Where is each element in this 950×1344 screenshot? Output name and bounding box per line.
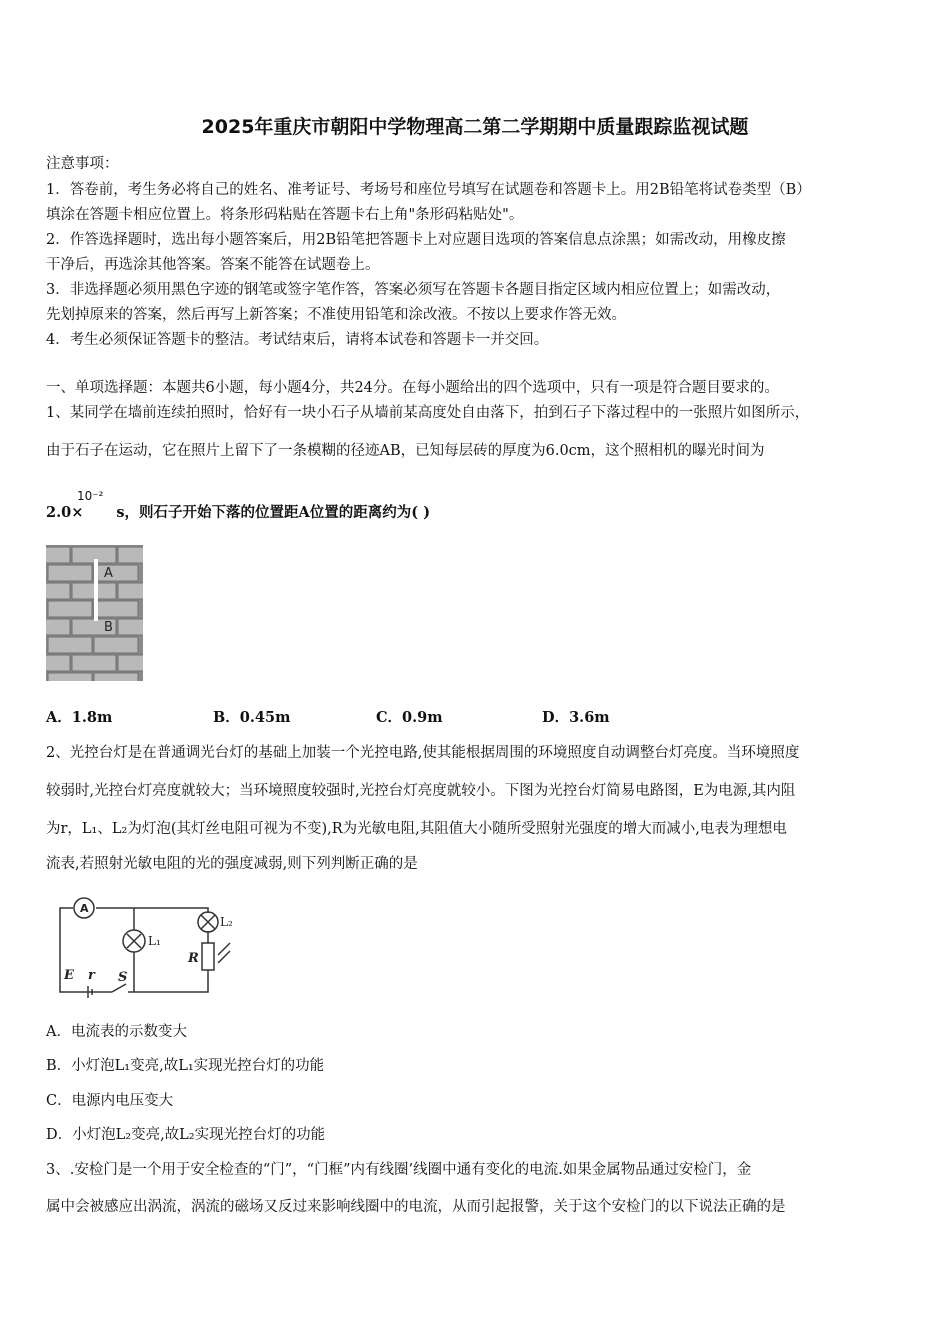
- notice-line: 填涂在答题卡相应位置上。将条形码粘贴在答题卡右上角"条形码粘贴处"。: [46, 207, 524, 223]
- notice-line: 1．答卷前，考生务必将自己的姓名、准考证号、考场号和座位号填写在试题卷和答题卡上。用2B铅笔将试卷类型（B）: [46, 182, 811, 198]
- question-1-text: 由于石子在运动，它在照片上留下了一条模糊的径迹AB，已知每层砖的厚度为6.0cm，这个照相机的曝光时间为: [46, 443, 765, 459]
- photoresistor-symbol: [202, 943, 214, 970]
- formula-base: 2.0×: [46, 504, 84, 521]
- formula-exponent: 10⁻²: [77, 489, 104, 503]
- lamp-l1-cross: [127, 934, 141, 948]
- internal-r-label: r: [88, 968, 95, 983]
- circuit-diagram: [52, 885, 242, 1000]
- option-b[interactable]: B．0.45m: [213, 709, 291, 726]
- l2-label: L₂: [220, 915, 233, 929]
- option-b[interactable]: B．小灯泡L₁变亮,故L₁实现光控台灯的功能: [46, 1058, 325, 1074]
- option-d[interactable]: D．3.6m: [542, 709, 610, 726]
- question-3-text: 3、.安检门是一个用于安全检查的“门”，“门框”内有线圈’线圈中通有变化的电流.如果金属物品通过安检门，金: [46, 1162, 752, 1178]
- r-label: R: [188, 951, 199, 966]
- brick-wall-figure: [46, 545, 143, 681]
- notice-line: 干净后，再选涂其他答案。答案不能答在试题卷上。: [46, 257, 380, 273]
- label-b: B: [104, 620, 113, 635]
- option-c[interactable]: C．电源内电压变大: [46, 1093, 174, 1109]
- question-1-stem-end: s，则石子开始下落的位置距A位置的距离约为( ): [116, 504, 431, 521]
- lamp-l2-cross: [201, 915, 215, 929]
- option-d[interactable]: D．小灯泡L₂变亮,故L₂实现光控台灯的功能: [46, 1127, 326, 1143]
- label-a: A: [104, 566, 113, 581]
- question-1-text: [46, 501, 430, 522]
- ammeter-label: A: [80, 902, 89, 915]
- question-2-text: 为r，L₁、L₂为灯泡(其灯丝电阻可视为不变),R为光敏电阻,其阻值大小随所受照射光强度的增大而减小,电表为理想电: [46, 821, 787, 837]
- question-2-text: 2、光控台灯是在普通调光台灯的基础上加装一个光控电路,使其能根据周围的环境照度自动调整台灯亮度。当环境照度: [46, 745, 800, 761]
- switch-symbol: [112, 984, 126, 992]
- wire-bottom: [128, 970, 208, 992]
- section-heading: 一、单项选择题：本题共6小题，每小题4分，共24分。在每小题给出的四个选项中，只有一项是符合题目要求的。: [46, 380, 779, 396]
- wire-top: [96, 908, 208, 913]
- l1-label: L₁: [148, 934, 161, 948]
- option-a[interactable]: A．电流表的示数变大: [46, 1024, 187, 1040]
- stone-trace: [94, 559, 98, 621]
- question-1-options: [46, 706, 746, 728]
- s-label: S: [118, 970, 128, 985]
- page-title: 2025年重庆市朝阳中学物理高二第二学期期中质量跟踪监视试题: [201, 116, 749, 138]
- question-2-text: 较弱时,光控台灯亮度就较大；当环境照度较强时,光控台灯亮度就较小。下图为光控台灯简易电路图，E为电源,其内阻: [46, 783, 796, 799]
- notice-line: 先划掉原来的答案，然后再写上新答案；不准使用铅笔和涂改液。不按以上要求作答无效。: [46, 307, 626, 323]
- light-rays: [218, 943, 230, 963]
- e-label: E: [64, 968, 74, 983]
- notice-line: 2．作答选择题时，选出每小题答案后，用2B铅笔把答题卡上对应题目选项的答案信息点涂黑；如需改动，用橡皮擦: [46, 232, 786, 248]
- notice-heading: 注意事项：: [46, 156, 119, 172]
- notice-line: 4．考生必须保证答题卡的整洁。考试结束后，请将本试卷和答题卡一并交回。: [46, 332, 549, 348]
- question-2-text: 流表,若照射光敏电阻的光的强度减弱,则下列判断正确的是: [46, 856, 418, 872]
- notice-line: 3．非选择题必须用黑色字迹的钢笔或签字笔作答，答案必须写在答题卡各题目指定区域内相应位置上；如需改动，: [46, 282, 781, 298]
- option-a[interactable]: A．1.8m: [46, 709, 113, 726]
- question-3-text: 属中会被感应出涡流，涡流的磁场又反过来影响线圈中的电流，从而引起报警，关于这个安检门的以下说法正确的是: [46, 1199, 786, 1215]
- question-1-text: 1、某同学在墙前连续拍照时，恰好有一块小石子从墙前某高度处自由落下，拍到石子下落过程中的一张照片如图所示，: [46, 405, 810, 421]
- option-c[interactable]: C．0.9m: [376, 709, 443, 726]
